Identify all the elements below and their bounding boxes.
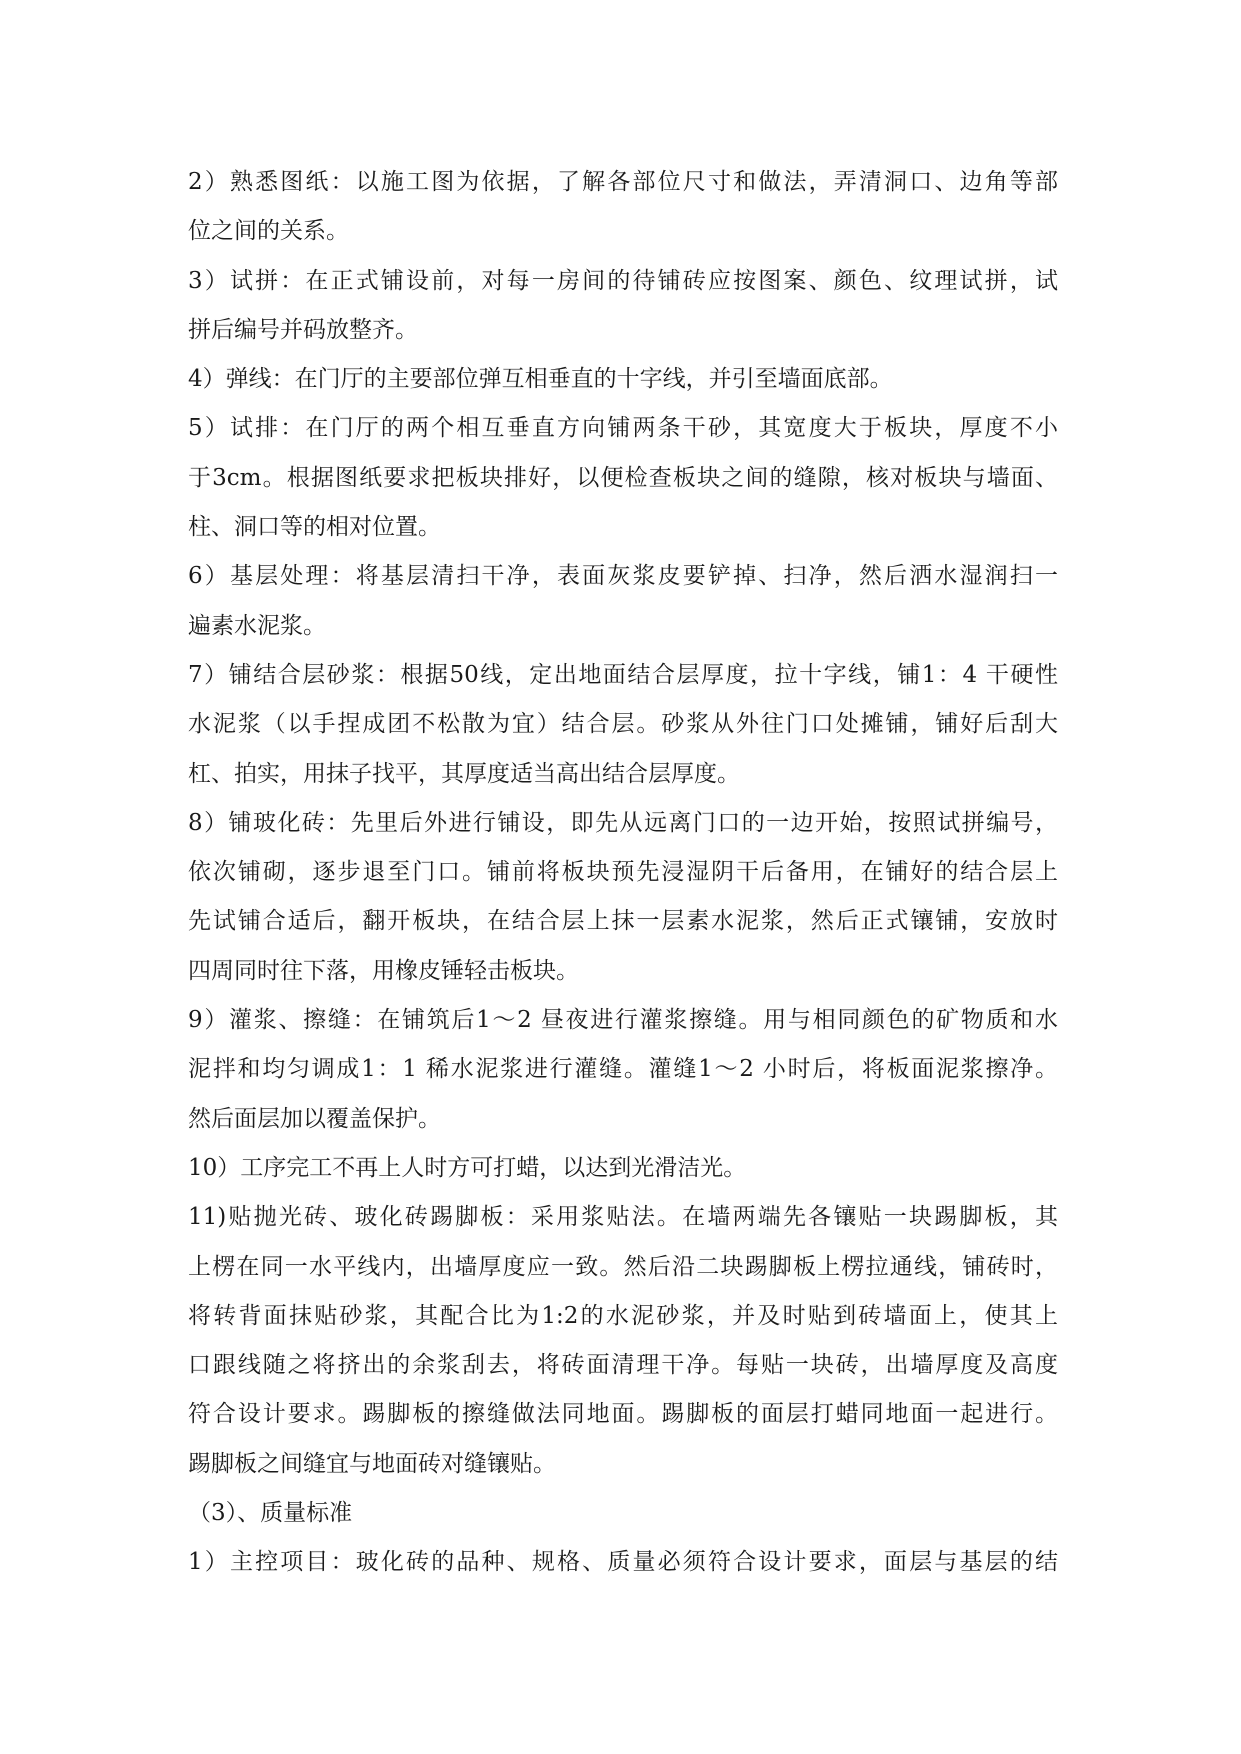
document-body <box>188 158 1058 1588</box>
text-line: 6）基层处理：将基层清扫干净，表面灰浆皮要铲掉、扫净，然后洒水湿润扫一 <box>188 563 1058 590</box>
text-line: 1）主控项目：玻化砖的品种、规格、质量必须符合设计要求，面层与基层的结 <box>188 1549 1058 1576</box>
text-line: 7）铺结合层砂浆：根据50线，定出地面结合层厚度，拉十字线，铺1：4 干硬性 <box>188 661 1058 688</box>
text-line: 4）弹线：在门厅的主要部位弹互相垂直的十字线，并引至墙面底部。 <box>188 366 893 393</box>
text-line: 于3cm。根据图纸要求把板块排好，以便检查板块之间的缝隙，核对板块与墙面、 <box>188 464 1058 491</box>
text-line: 9）灌浆、擦缝：在铺筑后1～2 昼夜进行灌浆擦缝。用与相同颜色的矿物质和水 <box>188 1007 1058 1034</box>
text-line: 口跟线随之将挤出的余浆刮去，将砖面清理干净。每贴一块砖，出墙厚度及高度 <box>188 1352 1058 1379</box>
text-line: 四周同时往下落，用橡皮锤轻击板块。 <box>188 957 579 984</box>
text-line: 泥拌和均匀调成1：1 稀水泥浆进行灌缝。灌缝1～2 小时后，将板面泥浆擦净。 <box>188 1056 1058 1083</box>
text-line: 将转背面抹贴砂浆，其配合比为1:2的水泥砂浆，并及时贴到砖墙面上，使其上 <box>188 1302 1058 1329</box>
text-line: 8）铺玻化砖：先里后外进行铺设，即先从远离门口的一边开始，按照试拼编号， <box>188 809 1058 836</box>
text-line: 依次铺砌，逐步退至门口。铺前将板块预先浸湿阴干后备用，在铺好的结合层上 <box>188 859 1058 886</box>
text-line: 踢脚板之间缝宜与地面砖对缝镶贴。 <box>188 1450 556 1477</box>
text-line: 遍素水泥浆。 <box>188 612 326 639</box>
text-line: 然后面层加以覆盖保护。 <box>188 1105 441 1132</box>
text-line: 位之间的关系。 <box>188 218 349 245</box>
text-line: 柱、洞口等的相对位置。 <box>188 514 441 541</box>
text-line: 5）试排：在门厅的两个相互垂直方向铺两条干砂，其宽度大于板块，厚度不小 <box>188 415 1058 442</box>
text-line: 拼后编号并码放整齐。 <box>188 316 418 343</box>
text-line: 3）试拼：在正式铺设前，对每一房间的待铺砖应按图案、颜色、纹理试拼，试 <box>188 267 1058 294</box>
text-line: 杠、拍实，用抹子找平，其厚度适当高出结合层厚度。 <box>188 760 740 787</box>
text-line: 符合设计要求。踢脚板的擦缝做法同地面。踢脚板的面层打蜡同地面一起进行。 <box>188 1401 1058 1428</box>
text-line: 上楞在同一水平线内，出墙厚度应一致。然后沿二块踢脚板上楞拉通线，铺砖时， <box>188 1253 1058 1280</box>
text-line: 11)贴抛光砖、玻化砖踢脚板：采用浆贴法。在墙两端先各镶贴一块踢脚板，其 <box>188 1204 1058 1231</box>
text-line: 先试铺合适后，翻开板块，在结合层上抹一层素水泥浆，然后正式镶铺，安放时 <box>188 908 1058 935</box>
text-line: 10）工序完工不再上人时方可打蜡，以达到光滑洁光。 <box>188 1154 747 1181</box>
section-heading: （3）、质量标准 <box>188 1500 353 1527</box>
text-line: 2）熟悉图纸：以施工图为依据，了解各部位尺寸和做法，弄清洞口、边角等部 <box>188 169 1058 195</box>
text-line: 水泥浆（以手捏成团不松散为宜）结合层。砂浆从外往门口处摊铺，铺好后刮大 <box>188 711 1058 738</box>
